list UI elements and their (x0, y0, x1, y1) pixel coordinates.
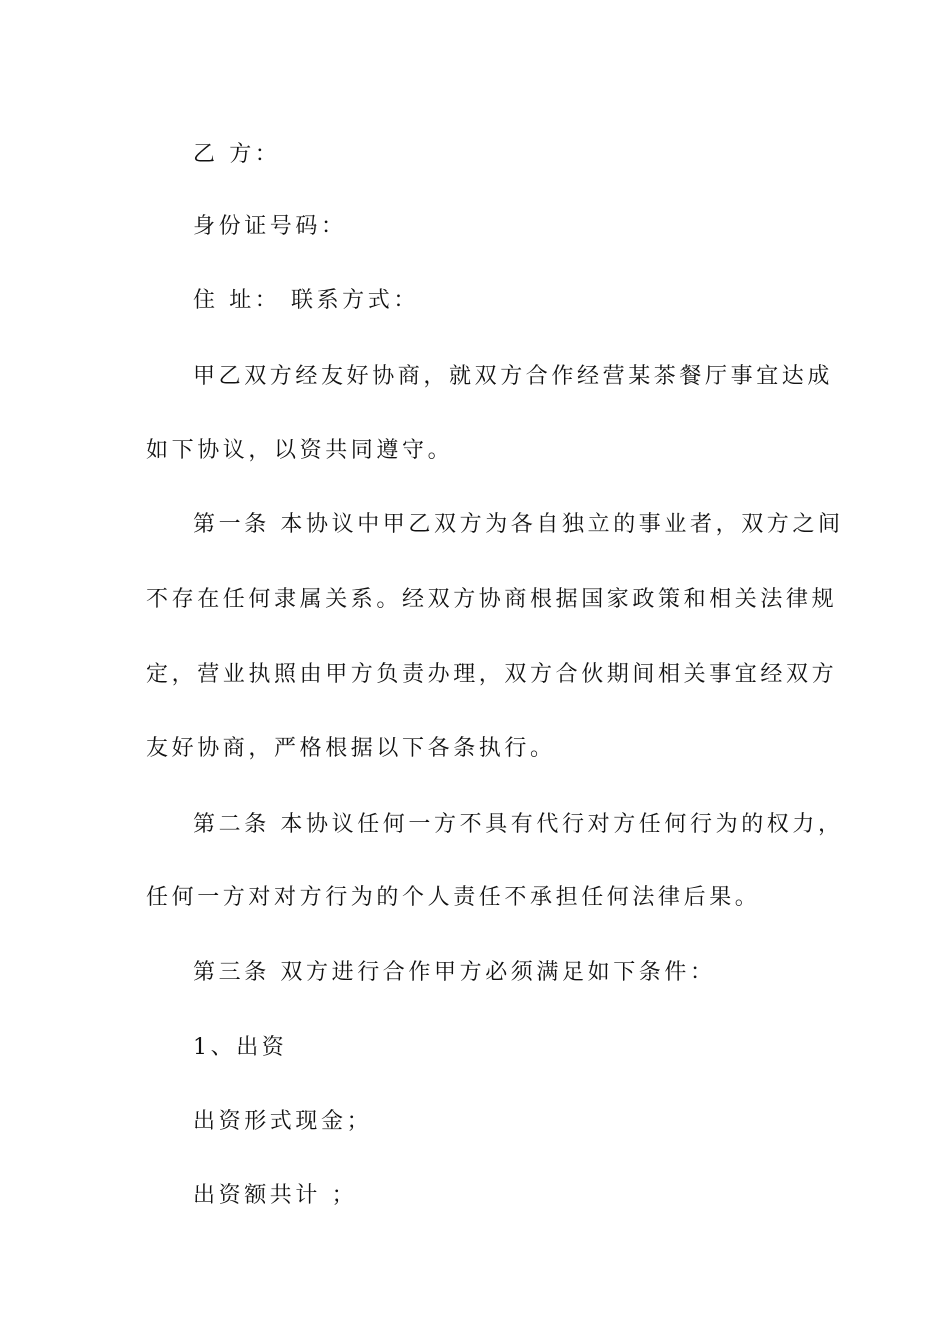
item-1-form: 出资形式现金； (193, 1109, 373, 1134)
article-3-line: 第三条 双方进行合作甲方必须满足如下条件： (193, 960, 716, 985)
party-b-label: 乙 方： (193, 142, 281, 167)
intro-paragraph-line: 如下协议，以资共同遵守。 (146, 438, 454, 463)
address-contact-label: 住 址： 联系方式： (193, 288, 419, 313)
item-1-heading: 1、出资 (193, 1035, 288, 1060)
article-2-line: 任何一方对对方行为的个人责任不承担任何法律后果。 (146, 885, 761, 910)
article-1-line: 不存在任何隶属关系。经双方协商根据国家政策和相关法律规 (146, 587, 838, 612)
article-1-line: 友好协商，严格根据以下各条执行。 (146, 736, 556, 761)
intro-paragraph-line: 甲乙双方经友好协商，就双方合作经营某茶餐厅事宜达成 (193, 364, 834, 389)
id-number-label: 身份证号码： (193, 214, 347, 239)
article-1-line: 第一条 本协议中甲乙双方为各自独立的事业者，双方之间 (193, 512, 844, 537)
article-1-line: 定，营业执照由甲方负责办理，双方合伙期间相关事宜经双方 (146, 662, 838, 687)
item-1-amount: 出资额共计 ； (193, 1183, 358, 1208)
article-2-line: 第二条 本协议任何一方不具有代行对方任何行为的权力， (193, 812, 844, 837)
